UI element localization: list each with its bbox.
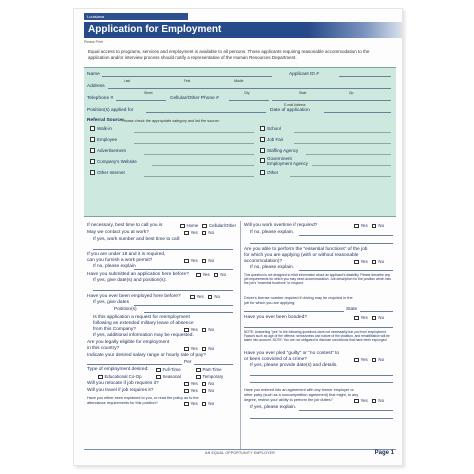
best-time-question: If necessary, best time to call you is	[87, 223, 163, 228]
reemployment-question-3: from this Company?	[93, 327, 136, 332]
yes-checkbox[interactable]	[354, 224, 359, 229]
no-checkbox[interactable]	[202, 231, 207, 236]
referral-walk-in-line[interactable]	[134, 132, 254, 133]
referral-company-website[interactable]: Company's Website	[90, 159, 137, 167]
submitted-before-question: Have you submitted an application here before?	[87, 272, 189, 277]
referral-other-internet-line[interactable]	[144, 176, 254, 177]
referral-staffing-agency-line[interactable]	[306, 154, 391, 155]
essential-functions-question-3: accommodation)?	[244, 259, 283, 264]
last-sublabel: Last	[124, 79, 131, 83]
employment-type-co-op: Educational Co-Op	[98, 374, 142, 379]
checkbox[interactable]	[90, 148, 95, 153]
yes-checkbox[interactable]	[184, 259, 189, 264]
referral-source-label: Referral Source:	[87, 118, 125, 123]
seasonal-checkbox[interactable]	[156, 375, 161, 380]
no-checkbox[interactable]	[372, 260, 377, 265]
overtime-yes-no: Yes No	[354, 223, 384, 228]
contact-at-work-question: May we contact you at work?	[87, 230, 149, 235]
attendance-policy-question-2: attendance requirements for this position?	[87, 401, 158, 405]
employed-before-question: Have you ever been employed here before?	[87, 294, 181, 299]
work-permit-yes-no: Yes No	[184, 258, 214, 263]
drivers-license-question-2: job for which you are applying:	[244, 301, 296, 305]
cellular-checkbox[interactable]	[202, 224, 207, 229]
eligible-question-1: Are you legally eligible for employment	[87, 340, 170, 345]
no-checkbox[interactable]	[202, 347, 207, 352]
referral-government-agency-line[interactable]	[312, 165, 391, 166]
employment-type-full-time: Full-Time	[156, 367, 181, 372]
referral-company-website-line[interactable]	[152, 165, 254, 166]
work-permit-explain: If no, please explain	[93, 264, 136, 269]
essential-functions-explain-field[interactable]	[299, 270, 393, 271]
position-field[interactable]	[146, 112, 266, 113]
essential-functions-explain: If no, please explain.	[250, 265, 295, 270]
referral-other[interactable]: Other	[260, 170, 278, 178]
referral-employee-line[interactable]	[134, 143, 254, 144]
column-divider	[240, 221, 241, 449]
checkbox[interactable]	[260, 137, 265, 142]
application-form-sheet	[73, 8, 403, 466]
conviction-yes-no: Yes No	[354, 357, 384, 362]
equal-access-statement: Equal access to programs, services and employment is available to all persons. Those applicants requiring reasonable accommodation to the application and/or interview process should notify a representative of the Human Resources Department.	[88, 49, 370, 60]
drivers-license-state-label: State	[346, 307, 358, 312]
referral-other-line[interactable]	[290, 176, 391, 177]
full-time-checkbox[interactable]	[156, 368, 161, 373]
reemployment-question-2: following an extended military leave of absence	[93, 321, 194, 326]
drivers-license-question-1: Driver's license number required if driving may be required in the	[244, 296, 353, 300]
questions-section	[84, 221, 396, 449]
no-checkbox[interactable]	[202, 259, 207, 264]
telephone-label: Telephone #	[87, 96, 114, 101]
yes-checkbox[interactable]	[354, 316, 359, 321]
cellular-label: Cellular/Other Phone #	[170, 96, 219, 101]
conviction-question-1: Have you ever pled "guilty" or "no contest" to	[244, 351, 340, 356]
referral-job-fair[interactable]: Job Fair	[260, 137, 283, 145]
no-checkbox[interactable]	[202, 382, 207, 387]
applicant-id-label: Applicant ID #	[289, 72, 319, 77]
no-checkbox[interactable]	[214, 273, 219, 278]
telephone-field[interactable]	[116, 100, 166, 101]
referral-staffing-agency[interactable]: Staffing Agency	[260, 148, 298, 156]
travel-yes-no: Yes No	[184, 388, 214, 393]
checkbox[interactable]	[260, 158, 265, 163]
conviction-question-2: or been convicted of a crime?	[244, 357, 307, 362]
reemployment-note: If yes, additional information may be requested.	[93, 333, 194, 338]
best-time-options: Home Cellular/Other	[180, 223, 236, 228]
employment-type-seasonal: Seasonal	[156, 374, 181, 379]
overtime-explain: If no, please explain.	[250, 230, 295, 235]
noncompete-yes-no: Yes No	[354, 398, 384, 403]
address-field[interactable]	[108, 88, 391, 89]
yes-checkbox[interactable]	[196, 273, 201, 278]
temporary-checkbox[interactable]	[196, 375, 201, 380]
drivers-license-state-field[interactable]	[360, 311, 393, 312]
under-18-question: If you are under 18 and it is required,	[87, 252, 166, 257]
zip-sublabel: Zip	[349, 91, 354, 95]
submitted-before-field[interactable]	[93, 290, 233, 291]
state-label: Louisiana	[84, 13, 188, 20]
relocate-yes-no: Yes No	[184, 381, 214, 386]
contact-at-work-yes-no: Yes No	[184, 230, 214, 235]
state-sublabel: State	[299, 91, 307, 95]
work-number-question: If yes, work number and best time to call:	[93, 237, 181, 242]
checkbox[interactable]	[90, 170, 95, 175]
street-sublabel: Street	[144, 91, 153, 95]
employed-positions-field[interactable]	[144, 312, 233, 313]
yes-checkbox[interactable]	[190, 295, 195, 300]
referral-school[interactable]: School	[260, 126, 281, 134]
submitted-before-details: If yes, give date(s) and position(s):	[93, 278, 167, 283]
equal-opportunity-employer: AN EQUAL OPPORTUNITY EMPLOYER	[205, 451, 275, 455]
city-sublabel: City	[244, 91, 250, 95]
page-number: Page 1	[374, 450, 394, 456]
overtime-explain-field-2[interactable]	[250, 243, 393, 244]
employment-type-part-time: Part-Time	[196, 367, 222, 372]
eligible-yes-no: Yes No	[184, 346, 214, 351]
eligible-question-2: in this country?	[87, 346, 120, 351]
no-checkbox[interactable]	[202, 389, 207, 394]
salary-per-field[interactable]	[194, 364, 233, 365]
no-checkbox[interactable]	[208, 295, 213, 300]
first-sublabel: First	[184, 79, 191, 83]
yes-checkbox[interactable]	[354, 260, 359, 265]
employed-dates-label: If yes, give dates	[93, 300, 129, 305]
noncompete-explain: If yes, please explain.	[250, 405, 297, 410]
overtime-explain-field[interactable]	[299, 235, 393, 236]
salary-question: Indicate your desired salary range or hourly rate of pay?	[87, 353, 206, 358]
email-sublabel: E-mail Address	[284, 103, 306, 107]
employed-before-yes-no: Yes No	[190, 294, 220, 299]
work-permit-question: can you furnish a work permit?	[87, 258, 153, 263]
noncompete-question-2: other party (such as a noncompetition agreement) that might, to any	[244, 393, 359, 397]
date-field[interactable]	[324, 112, 391, 113]
name-label: Name	[87, 72, 100, 77]
home-checkbox[interactable]	[180, 224, 185, 229]
reemployment-question-1: Is this application a request for reemployment	[93, 315, 190, 320]
position-label: Position(s) applied for	[87, 108, 134, 113]
conviction-note: NOTE: Answering "yes" to the following questions does not necessarily bar you from employment. Factors such as age of the offense, seriousness and nature of the violation, and rehabilitation will be taken into account. NOTE: You are not obligated to disclose convictions that have been expunged.	[244, 330, 390, 342]
referral-job-fair-line[interactable]	[294, 143, 391, 144]
email-field[interactable]	[272, 100, 391, 101]
referral-other-internet[interactable]: Other Internet	[90, 170, 125, 178]
conviction-details-label: If yes, please provide date(s) and details.	[250, 363, 338, 368]
yes-checkbox[interactable]	[184, 382, 189, 387]
work-permit-explain-field[interactable]	[134, 269, 233, 270]
yes-checkbox[interactable]	[354, 358, 359, 363]
referral-source-note: Please check the appropriate category and list the source:	[122, 118, 220, 123]
checkbox[interactable]	[260, 126, 265, 131]
checkbox[interactable]	[260, 170, 265, 175]
referral-government-agency[interactable]: Government Employment Agency	[260, 157, 310, 167]
no-checkbox[interactable]	[372, 399, 377, 404]
yes-checkbox[interactable]	[184, 389, 189, 394]
no-checkbox[interactable]	[372, 224, 377, 229]
noncompete-question-3: degree, restrict your ability to perform the job duties?	[244, 398, 333, 402]
yes-checkbox[interactable]	[184, 347, 189, 352]
referral-school-line[interactable]	[294, 132, 391, 133]
drivers-license-field[interactable]	[244, 311, 344, 312]
employment-type-temporary: Temporary	[196, 374, 223, 379]
checkbox[interactable]	[90, 137, 95, 142]
employed-dates-field[interactable]	[134, 305, 233, 306]
referral-walk-in[interactable]: Walk-in	[90, 126, 112, 134]
noncompete-explain-field[interactable]	[299, 410, 393, 411]
checkbox[interactable]	[90, 126, 95, 131]
employment-type-question: Type of employment desired:	[87, 367, 149, 372]
salary-per-label: Per	[184, 360, 192, 365]
bonded-yes-no: Yes No	[354, 315, 384, 320]
relocate-question: Will you relocate if job requires it?	[87, 381, 159, 386]
date-label: Date of application	[270, 108, 310, 113]
conviction-details-field[interactable]	[250, 375, 393, 376]
reemployment-yes-no: Yes No	[184, 327, 214, 332]
bonded-explain-field[interactable]	[244, 327, 393, 328]
work-number-field[interactable]	[93, 249, 233, 250]
address-label: Address	[87, 84, 105, 89]
essential-functions-question-1: Are you able to perform the "essential functions" of the job	[244, 247, 368, 252]
yes-checkbox[interactable]	[354, 399, 359, 404]
applicant-info-section	[84, 67, 396, 217]
checkbox[interactable]	[90, 159, 95, 164]
essential-functions-yes-no: Yes No	[354, 259, 384, 264]
employed-positions-label: Position(s)	[114, 307, 137, 312]
referral-employee[interactable]: Employee	[90, 137, 117, 145]
salary-field[interactable]	[87, 364, 182, 365]
footer-rule	[84, 449, 396, 450]
travel-question: Will you travel if job requires it?	[87, 388, 154, 393]
no-checkbox[interactable]	[202, 402, 207, 407]
overtime-question: Will you work overtime if required?	[244, 223, 318, 228]
no-checkbox[interactable]	[202, 328, 207, 333]
cellular-field[interactable]	[229, 100, 269, 101]
essential-functions-question-2: for which you are applying (with or without reasonable	[244, 253, 359, 258]
bonded-question: Have you ever been bonded?	[244, 315, 307, 320]
attendance-policy-question-1: Have you either been explained to you, or read the policy as to the	[87, 396, 199, 400]
disability-note: This question is not designed to elicit information about an applicant's disability. Please describe any job requirements for which you may need accommodation. Job description for the position which lists the job's "essential functions" to respond.	[244, 273, 391, 285]
print-note: Please Print	[84, 40, 103, 44]
no-checkbox[interactable]	[372, 358, 377, 363]
referral-advertisement[interactable]: Advertisement	[90, 148, 126, 156]
yes-checkbox[interactable]	[184, 328, 189, 333]
conviction-details-field-2[interactable]	[250, 382, 393, 383]
noncompete-question-1: Have you entered into an agreement with any former employer or	[244, 388, 354, 392]
middle-sublabel: Middle	[234, 79, 244, 83]
name-field[interactable]	[102, 76, 272, 77]
co-op-checkbox[interactable]	[98, 375, 103, 380]
applicant-id-field[interactable]	[339, 76, 391, 77]
submitted-before-yes-no: Yes No	[196, 272, 226, 277]
yes-checkbox[interactable]	[184, 402, 189, 407]
noncompete-explain-field-2[interactable]	[250, 418, 393, 419]
part-time-checkbox[interactable]	[196, 368, 201, 373]
referral-advertisement-line[interactable]	[144, 154, 254, 155]
yes-checkbox[interactable]	[184, 231, 189, 236]
form-title: Application for Employment	[84, 22, 308, 38]
no-checkbox[interactable]	[372, 316, 377, 321]
attendance-yes-no: Yes No	[184, 401, 214, 406]
checkbox[interactable]	[260, 148, 265, 153]
